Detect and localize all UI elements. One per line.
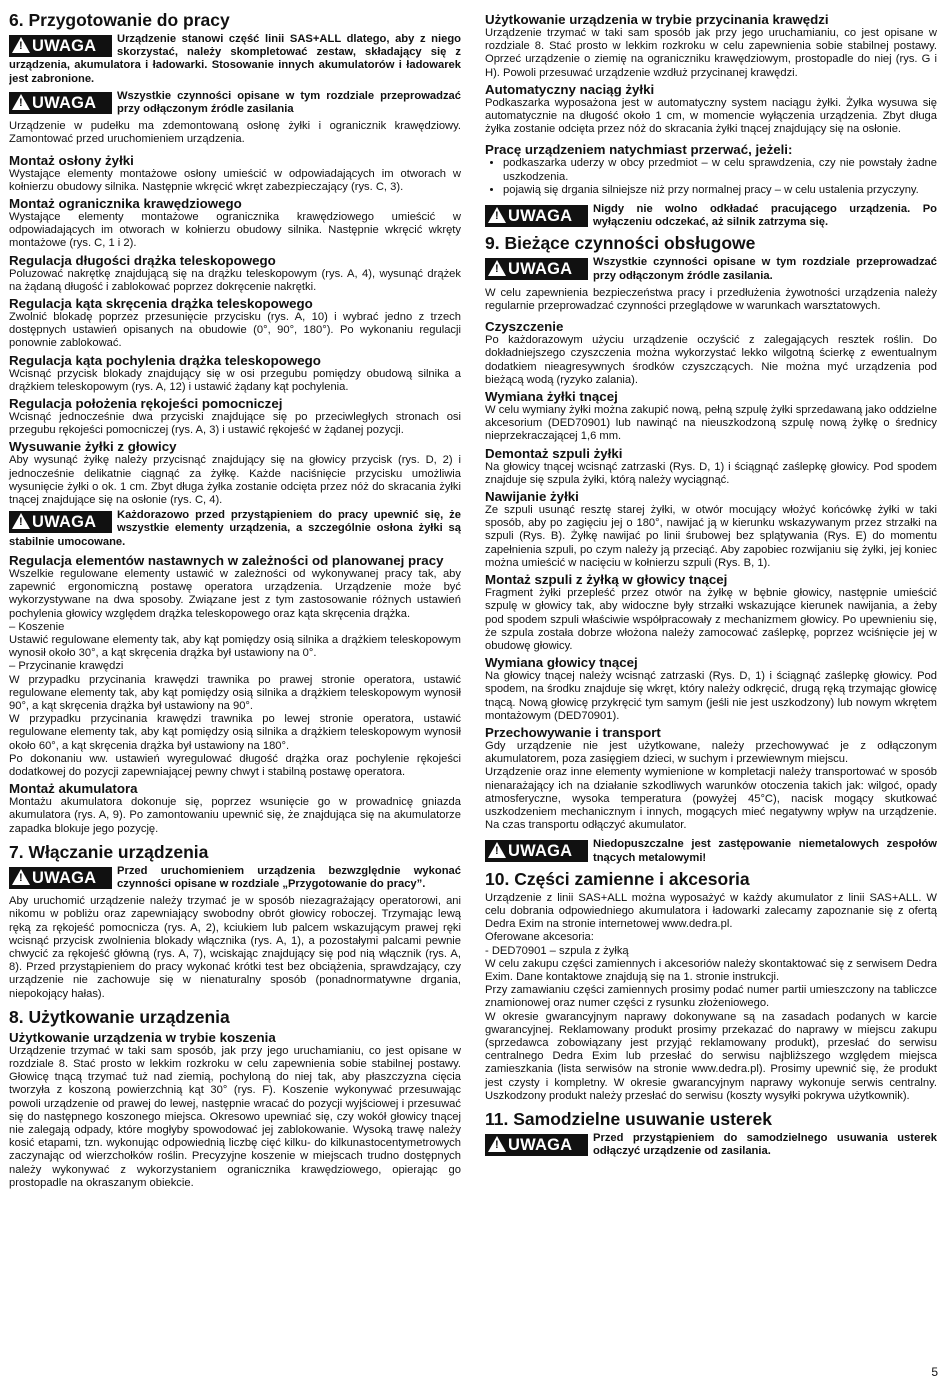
subheading-wysuwanie: Wysuwanie żyłki z głowicy — [9, 439, 177, 455]
warning-triangle-icon — [488, 260, 506, 276]
subheading-oslona: Montaż osłony żyłki — [9, 152, 134, 168]
warning-block — [485, 1132, 937, 1158]
paragraph: - DED70901 – szpula z żyłką — [485, 944, 629, 957]
paragraph: Aby wysunąć żyłkę należy przycisnąć znajdujący się na głowicy przycisk (rys. D, 2) i jednocześnie delikatnie ciągnąć za żyłkę. Każde naciśnięcie przycisku umożliwia wysunięcie żyłki o ok. 1 cm. Zbyt długa żyłka zostanie odcięta przez nóż do skracania żyłki tnącej znajdujące się na osłonie (rys. C, 4). — [9, 454, 461, 507]
warning-triangle-icon — [12, 513, 30, 529]
paragraph: Przy zamawianiu części zamiennych prosimy podać numer partii umieszczony na tabliczce znamionowej oraz numer części z rysunku złożeniowego. — [485, 984, 937, 1010]
warning-badge: ! UWAGA — [485, 1134, 588, 1156]
subheading-przerwac: Pracę urządzeniem natychmiast przerwać, jeżeli: — [485, 142, 793, 158]
paragraph: Urządzenie oraz inne elementy wymienione w kompletacji należy transportować w sposób nienarażający ich na działanie szkodliwych warunków otoczenia takich jak: wilgoć, opady atmosferyczne, wysoka temperatura (powyżej 45°C), nacisk mogący skutkować uszkodzeniem mechanicznym i innych, mogących mieć negatywny wpływ na urządzenie. Na czas transportu odłączyć akumulator. — [485, 766, 937, 832]
paragraph: Podkaszarka wyposażona jest w automatyczny system naciągu żyłki. Żyłka wysuwa się automatycznie na długość około 1 cm, w momencie wyłączenia urządzenia. Zbyt długa żyłka zostanie odcięta przez nóż do skracania żyłki tnącej znajdujący się na osłonie. — [485, 96, 937, 136]
subheading-naciag: Automatyczny naciąg żyłki — [485, 81, 655, 97]
paragraph: Montażu akumulatora dokonuje się, poprzez wsunięcie go w prowadnicę gniazda akumulatora (rys. A, 9). Po zamontowaniu upewnić się, że znajdująca się na akumulatorze zapadka blokuje jego pozycję. — [9, 796, 461, 835]
warning-block — [485, 256, 937, 282]
paragraph: – Koszenie — [9, 620, 65, 633]
warning-triangle-icon — [488, 1136, 506, 1152]
paragraph: W przypadku przycinania krawędzi trawnika po prawej stronie operatora, ustawić regulowane elementy tak, aby kąt pomiędzy osią silnika a drążkiem teleskopowym wynosił 90°, a kąt skręcenia drążka był ustawiony na 90°. — [9, 673, 461, 712]
warning-triangle-icon — [12, 94, 30, 110]
warning-block — [485, 838, 937, 864]
warning-block — [9, 33, 461, 86]
warning-text: Nigdy nie wolno odkładać pracującego urządzenia. Po wyłączeniu odczekać, aż silnik zatrzyma się. — [593, 203, 937, 229]
list-item: • pojawią się drgania silniejsze niż przy normalnej pracy – w celu ustalenia przyczyny. — [503, 184, 937, 197]
warning-badge: ! UWAGA — [9, 92, 112, 114]
subheading-elementy: Regulacja elementów nastawnych w zależności od planowanej pracy — [9, 552, 444, 568]
paragraph: Urządzenie z linii SAS+ALL można wyposażyć w każdy akumulator z linii SAS+ALL. W celu dobrania odpowiedniego akumulatora i ładowarki zalecamy zapoznanie się z ofertą Dedra Exim na stronie internetowej www.dedra.pl. — [485, 891, 937, 931]
subheading-przechowywanie: Przechowywanie i transport — [485, 724, 661, 740]
section-11-title: 11. Samodzielne usuwanie usterek — [485, 1109, 772, 1129]
paragraph: Zwolnić blokadę poprzez przesunięcie przycisku (rys. A, 10) i wybrać jedno z trzech dostępnych ustawień opisanych na obudowie (0°, 90°, 180°). Po wykonaniu regulacji ponownie zablokować. — [9, 311, 461, 350]
warning-text: Niedopuszczalne jest zastępowanie niemetalowych zespołów tnących metalowymi! — [593, 838, 937, 864]
paragraph: Po każdorazowym użyciu urządzenie oczyścić z zalegających resztek roślin. Do dokładniejszego czyszczenia można wykorzystać lekko wilgotną ścierkę z ewentualnym dodatkiem nieagresywnych środków czyszczących. Nie można myć urządzenia pod bieżącą wodą (ryzyko zalania). — [485, 334, 937, 386]
warning-triangle-icon — [12, 37, 30, 53]
subheading-przycinanie: Użytkowanie urządzenia w trybie przycinania krawędzi — [485, 12, 829, 27]
subheading-wymiana-glowicy: Wymiana głowicy tnącej — [485, 655, 638, 671]
left-column — [9, 8, 461, 1190]
paragraph: Aby uruchomić urządzenie należy trzymać je w sposób niezagrażający operatorowi, ani nikomu w pobliżu oraz zapewniający swobodny obrót głowicy roboczej. Trzymając lewą ręką za rękojeść pomocnicza (rys. A, 2), kciukiem lub palcem wskazującym prawej ręki wcisnąć przycisk zwolnienia blokady włącznika (rys. A, 1), a pozostałymi palcami pewnie chwycić za rękojeść główną (rys. A, 7), wciskając znajdujący się pod nią włącznik (rys. A, 8). Przed przystąpieniem do pracy wykonać krótki test bez obciążenia, sprawdzający, czy urządzenie nie zachowuje się w nienaturalny sposób (ponadnormatywne drgania, niepokojący hałas). — [9, 895, 461, 1000]
warning-block — [9, 509, 461, 549]
paragraph: Urządzenie trzymać w taki sam sposób jak przy jego uruchamianiu, co jest opisane w rozdziale 8. Stać prosto w lekkim rozkroku w celu zapewnienia sobie stabilnej postawy. Oprzeć urządzenie o ziemię na ograniczniku krawędziowym, prostopadle do niej (rys. G i H). Powoli przesuwać urządzenie wzdłuż przycinanej krawędzi. — [485, 27, 937, 79]
warning-triangle-icon — [488, 842, 506, 858]
paragraph: Poluzować nakrętkę znajdującą się na drążku teleskopowym (rys. A, 4), wysunąć drążek na żądaną długość i zablokować poprzez dokręcenie nakrętki. — [9, 267, 461, 293]
warning-block — [9, 90, 461, 116]
paragraph: Urządzenie w pudełku ma zdemontowaną osłonę żyłki i ogranicznik krawędziowy. Zamontować przed uruchomieniem urządzenia. — [9, 120, 461, 146]
warning-badge: ! UWAGA — [9, 867, 112, 889]
section-7-title: 7. Włączanie urządzenia — [9, 841, 209, 862]
warning-text: Urządzenie stanowi część linii SAS+ALL dlatego, aby z niego skorzystać, należy skompletować zestaw, składający się z urządzenia, akumulatora i ładowarki. Stosowanie innych akumulatorów i ładowarek jest zabronione. — [9, 33, 461, 85]
paragraph: Wcisnąć przycisk blokady znajdujący się w osi przegubu pomiędzy obudową silnika a drążkiem teleskopowym (rys. A, 12) i ustawić żądany kąt pochylenia. — [9, 367, 461, 393]
warning-text: Wszystkie czynności opisane w tym rozdziale przeprowadzać przy odłączonym źródle zasilania. — [593, 256, 937, 282]
right-column — [485, 8, 937, 1162]
subheading-czyszczenie: Czyszczenie — [485, 319, 564, 335]
paragraph: – Przycinanie krawędzi — [9, 660, 124, 673]
warning-badge: ! UWAGA — [9, 35, 112, 57]
paragraph: W celu zapewnienia bezpieczeństwa pracy i przedłużenia żywotności urządzenia należy regularnie przeprowadzać czynności przeglądowe w warunkach warsztatowych. — [485, 286, 937, 313]
subheading-skret: Regulacja kąta skręcenia drążka teleskopowego — [9, 296, 313, 312]
subheading-wymiana-zylki: Wymiana żyłki tnącej — [485, 389, 618, 405]
page-number: 5 — [931, 1365, 938, 1379]
list-item: • podkaszarka uderzy w obcy przedmiot – w celu sprawdzenia, czy nie powstały żadne uszkodzenia. — [503, 157, 937, 183]
warning-text: Przed przystąpieniem do samodzielnego usuwania usterek odłączyć urządzenie od zasilania. — [593, 1132, 937, 1158]
paragraph: Na głowicy tnącej należy wcisnąć zatrzaski (Rys. D, 1) i ściągnąć zaślepkę głowicy. Pod spodem, na środku znajduje się wkręt, który należy odkręcić, drugą ręką trzymając głowicę tnącą. Nową głowicę przykręcić tym samym (jeśli nie jest uszkodzony) lub nowym wkrętem montażowym (DED70901). — [485, 670, 937, 722]
warning-badge: ! UWAGA — [485, 840, 588, 862]
warning-triangle-icon — [12, 869, 30, 885]
subheading-pochylenie: Regulacja kąta pochylenia drążka teleskopowego — [9, 352, 321, 368]
section-8-title: 8. Użytkowanie urządzenia — [9, 1006, 230, 1027]
paragraph: Wystające elementy montażowe osłony umieścić w odpowiadających im otworach w kołnierzu obudowy silnika. Następnie wkręcić wkręt zabezpieczający (rys. C, 3). — [9, 167, 461, 193]
paragraph: Wcisnąć jednocześnie dwa przyciski znajdujące się po przeciwległych stronach osi przegubu rękojeści pomocniczej (rys. A, 3) i ustawić rękojeść w żądanej pozycji. — [9, 411, 461, 437]
section-9-title: 9. Bieżące czynności obsługowe — [485, 233, 756, 254]
warning-text: Wszystkie czynności opisane w tym rozdziale przeprowadzać przy odłączonym źródle zasilania — [117, 89, 461, 116]
subheading-dlugosc: Regulacja długości drążka teleskopowego — [9, 252, 276, 268]
paragraph: Wystające elementy montażowe ogranicznika krawędziowego umieścić w odpowiadających im otworach w kołnierzu obudowy silnika. Następnie wkręcić wkręty montażowe (rys. C, 1 i 2). — [9, 211, 461, 250]
bullet-list — [485, 157, 937, 197]
paragraph: Oferowane akcesoria: — [485, 931, 594, 944]
warning-block — [9, 865, 461, 891]
paragraph: W celu wymiany żyłki można zakupić nową, pełną szpulę żyłki sprzedawaną jako oddzielne akcesorium (DED70901) lub nawinąć na nieuszkodzoną szpulę nową żyłkę o średnicy nieprzekraczającej 1,6 mm. — [485, 404, 937, 443]
subheading-akumulator: Montaż akumulatora — [9, 781, 138, 797]
paragraph: W przypadku przycinania krawędzi trawnika po lewej stronie operatora, ustawić regulowane elementy tak, aby kąt pomiędzy osią silnika a drążkiem teleskopowym wynosił około 60°, a kąt skręcenia drążka był ustawiony na 180°. — [9, 713, 461, 752]
subheading-nawijanie: Nawijanie żyłki — [485, 489, 579, 505]
section-10-title: 10. Części zamienne i akcesoria — [485, 868, 750, 889]
warning-badge: ! UWAGA — [9, 511, 112, 533]
paragraph: Fragment żyłki przepleść przez otwór na żyłkę w bębnie głowicy, następnie umieścić szpulę w głowicy tak, aby widoczne były strzałki wskazujące kierunek nawijania, a żeby pod spodem szpuli właściwie współpracowały z mechanizmem głowicy. Po upewnieniu się, że szpula została dobrze włożona należy zamocować zaślepkę, poprzez wciśnięcie jej w obudowę głowicy. — [485, 587, 937, 652]
paragraph: Ustawić regulowane elementy tak, aby kąt pomiędzy osią silnika a drążkiem teleskopowym wynosił około 30°, a kąt skręcenia drążka był ustawiony na 0°. — [9, 633, 461, 660]
subheading-demontaz: Demontaż szpuli żyłki — [485, 445, 623, 461]
subheading-rekojesc: Regulacja położenia rękojeści pomocniczej — [9, 396, 283, 412]
warning-badge: ! UWAGA — [485, 205, 588, 227]
warning-badge: ! UWAGA — [485, 258, 588, 280]
paragraph: Po dokonaniu ww. ustawień wyregulować długość drążka oraz pochylenie rękojeści dodatkowej do pozycji zapewniającej pewny chwyt i stabilną postawę operatora. — [9, 752, 461, 778]
paragraph: W celu zakupu części zamiennych i akcesoriów należy skontaktować się z serwisem Dedra Exim. Dane kontaktowe znajdują się na 1. stronie instrukcji. — [485, 957, 937, 983]
subheading-montaz-szpuli: Montaż szpuli z żyłką w głowicy tnącej — [485, 572, 728, 588]
subheading-koszenie: Użytkowanie urządzenia w trybie koszenia — [9, 1029, 276, 1045]
warning-triangle-icon — [488, 207, 506, 223]
paragraph: Gdy urządzenie nie jest użytkowane, należy przechowywać je z odłączonym akumulatorem, poza zasięgiem dzieci, w suchym i przewiewnym miejscu. — [485, 739, 937, 766]
paragraph: Wszelkie regulowane elementy ustawić w zależności od wykonywanej pracy tak, aby zapewnić ergonomiczną postawę operatora urządzenia. Urządzenie może być wykorzystywane na dwa sposoby. Związane jest z tym zastosowanie różnych ustawień pochylenia głowicy względem drążka teleskopowego oraz kąta skręcenia drążka. — [9, 567, 461, 620]
section-6-title: 6. Przygotowanie do pracy — [9, 10, 230, 30]
subheading-ogranicznik: Montaż ogranicznika krawędziowego — [9, 196, 242, 212]
paragraph: Urządzenie trzymać w taki sam sposób, jak przy jego uruchamianiu, co jest opisane w rozdziale 8. Stać prosto w lekkim rozkroku w celu zapewnienia sobie stabilnej postawy. Głowicę tnącą trzymać tuż nad ziemią, pochyloną do niej tak, aby płaszczyzna cięcia tworzyła z koszoną powierzchnią kąt 30° (rys. F). Koszenie wykonywać przesuwając powoli urządzenie od prawej do lewej, następnie wracać do pozycji wyjściowej i przesuwać się do następnego koszonego miejsca. Okresowo upewniać się, czy wokół głowicy tnącej nie zalegają odpady, które mogłyby spowodować jej zablokowanie. Wysoką trawę należy kosić etapami, tzn. wykonując odpowiednią liczbę cięć kilku- do kilkunastocentymetrowych zaczynając od wierzchołków roślin. Precyzyjne koszenie w miejscach trudno dostępnych należy wykonywać z wykorzystaniem ogranicznika krawędziowego, opierając go prostopadle na okraszanym obiekcie. — [9, 1044, 461, 1189]
paragraph: Ze szpuli usunąć resztę starej żyłki, w otwór mocujący włożyć końcówkę żyłki w taki sposób, aby po zagięciu jej o 180°, nawijać ją w kierunku wskazywanym przez strzałki na szpuli (Rys. B). Żyłkę nawijać po linii śrubowej bez splątywania (Rys. E) do momentu zapełnienia szpuli, po czym należy ją przeciąć. Aby zapobiec rozwijaniu się żyłki, jej koniec można umieścić w nacięciu w kołnierzu szpuli (Rys. B, 1). — [485, 504, 937, 569]
warning-text: Przed uruchomieniem urządzenia bezwzględnie wykonać czynności opisane w rozdziale „Przygotowanie do pracy”. — [117, 864, 461, 890]
paragraph: Na głowicy tnącej wcisnąć zatrzaski (Rys. D, 1) i ściągnąć zaślepkę głowicy. Pod spodem znajduje się szpula żyłki, którą należy wyciągnąć. — [485, 460, 937, 486]
warning-text: Każdorazowo przed przystąpieniem do pracy upewnić się, że wszystkie elementy urządzenia, a szczególnie osłona żyłki są stabilnie umocowane. — [9, 509, 461, 548]
warning-block — [485, 203, 937, 229]
paragraph: W okresie gwarancyjnym naprawy dokonywane są na zasadach podanych w karcie gwarancyjnej. Reklamowany produkt prosimy przekazać do naprawy w miejscu zakupu (sprzedawca zobowiązany jest przyjąć reklamowany produkt), przesłać do serwisu centralnego Dedra Exim lub przesłać do serwisu najbliższego względem miejsca zamieszkania (lista serwisów na stronie www.dedra.pl). Prosimy upewnić się, że produkt jest czysty i kompletny. W okresie gwarancyjnym naprawy wykonuje serwis centralny. Uszkodzony produkt należy przesłać do serwisu (koszty wysyłki pokrywa użytkownik). — [485, 1010, 937, 1102]
